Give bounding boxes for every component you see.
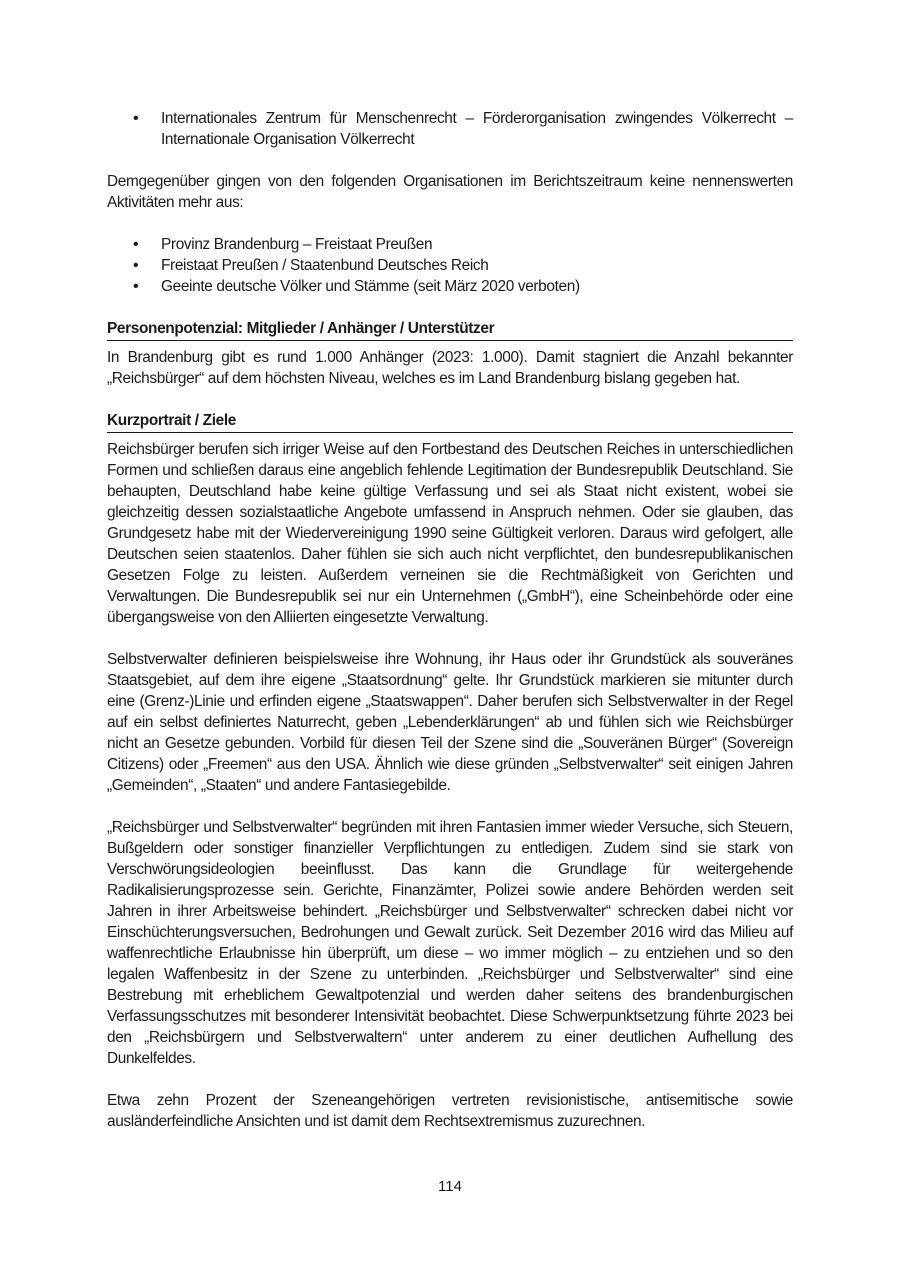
section-heading-personenpotenzial: Personenpotenzial: Mitglieder / Anhänger / Unterstützer xyxy=(107,318,793,341)
paragraph: Etwa zehn Prozent der Szeneangehörigen vertreten revisionistische, antisemitische sowie ausländerfeindliche Ansichten und ist damit dem Rechtsextremismus zuzurechnen. xyxy=(107,1092,793,1130)
paragraph: „Reichsbürger und Selbstverwalter“ begründen mit ihren Fantasien immer wieder Versuche, sich Steuern, Bußgeldern oder sonstiger finanzieller Verpflichtungen zu entledigen. Zudem sind sie stark von Verschwörungsideologien beeinflusst. Das kann die Grundlage für weitergehende Radikalisierungsprozesse sein. Gerichte, Finanzämter, Polizei sowie andere Behörden werden seit Jahren in ihrer Arbeitsweise behindert. „Reichsbürger und Selbstverwalter“ schrecken dabei nicht vor Einschüchterungsversuchen, Bedrohungen und Gewalt zurück. Seit Dezember 2016 wird das Milieu auf waffenrechtliche Erlaubnisse hin überprüft, um diese – wo immer möglich – zu entziehen und so den legalen Waffenbesitz in der Szene zu unterbinden. „Reichsbürger und Selbstverwalter“ sind eine Bestrebung mit erheblichem Gewaltpotenzial und werden daher seitens des brandenburgischen Verfassungsschutzes mit besonderer Intensivität beobachtet. Diese Schwerpunktsetzung führte 2023 bei den „Reichsbürgern und Selbstverwaltern“ unter anderem zu einer deutlichen Aufhellung des Dunkelfeldes. xyxy=(107,819,793,1067)
list-item xyxy=(107,108,793,150)
organization-list-inactive xyxy=(107,234,793,297)
paragraph: In Brandenburg gibt es rund 1.000 Anhänger (2023: 1.000). Damit stagniert die Anzahl bekannter „Reichsbürger“ auf dem höchsten Niveau, welches es im Land Brandenburg bislang gegeben hat. xyxy=(107,349,793,387)
list-item-text: • Internationales Zentrum für Menschenrecht – Förderorganisation zwingendes Völkerrecht – Internationale Organisation Völkerrecht xyxy=(161,110,793,148)
page-number: 114 xyxy=(438,1178,462,1195)
page-content xyxy=(107,108,793,1132)
section-heading-kurzportrait: Kurzportrait / Ziele xyxy=(107,410,793,433)
organization-list-active xyxy=(107,108,793,150)
paragraph: Reichsbürger berufen sich irriger Weise auf den Fortbestand des Deutschen Reiches in unterschiedlichen Formen und schließen daraus eine angeblich fehlende Legitimation der Bundesrepublik Deutschland. Sie behaupten, Deutschland habe keine gültige Verfassung und sei als Staat nicht existent, wobei sie gleichzeitig dessen sozialstaatliche Angebote umfassend in Anspruch nehmen. Oder sie glauben, das Grundgesetz habe mit der Wiedervereinigung 1990 seine Gültigkeit verloren. Daraus wird gefolgert, alle Deutschen seien staatenlos. Daher fühlen sie sich auch nicht verpflichtet, den bundesrepublikanischen Gesetzen Folge zu leisten. Außerdem verneinen sie die Rechtmäßigkeit von Gerichten und Verwaltungen. Die Bundesrepublik sei nur ein Unternehmen („GmbH“), eine Scheinbehörde oder eine übergangsweise von den Alliierten eingesetzte Verwaltung. xyxy=(107,441,793,626)
intro-paragraph: Demgegenüber gingen von den folgenden Organisationen im Berichtszeitraum keine nennenswerten Aktivitäten mehr aus: xyxy=(107,173,793,211)
list-item: • Geeinte deutsche Völker und Stämme (seit März 2020 verboten) xyxy=(107,276,793,297)
list-item: • Provinz Brandenburg – Freistaat Preußen xyxy=(107,234,793,255)
list-item: • Freistaat Preußen / Staatenbund Deutsches Reich xyxy=(107,255,793,276)
paragraph: Selbstverwalter definieren beispielsweise ihre Wohnung, ihr Haus oder ihr Grundstück als souveränes Staatsgebiet, auf dem ihre eigene „Staatsordnung“ gelte. Ihr Grundstück markieren sie mitunter durch eine (Grenz-)Linie und erfinden eigene „Staatswappen“. Daher berufen sich Selbstverwalter in der Regel auf ein selbst definiertes Naturrecht, geben „Lebenderklärungen“ ab und fühlen sich wie Reichsbürger nicht an Gesetze gebunden. Vorbild für diesen Teil der Szene sind die „Souveränen Bürger“ (Sovereign Citizens) oder „Freemen“ aus den USA. Ähnlich wie diese gründen „Selbstverwalter“ seit einigen Jahren „Gemeinden“, „Staaten“ und andere Fantasiegebilde. xyxy=(107,651,793,794)
